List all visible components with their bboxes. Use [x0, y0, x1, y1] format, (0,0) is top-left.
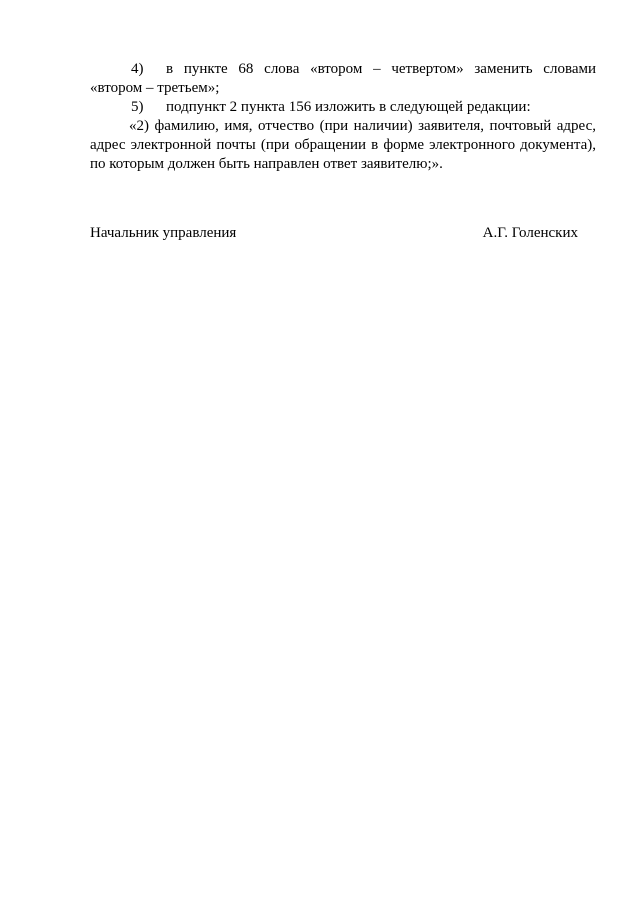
- quoted-paragraph: «2) фамилию, имя, отчество (при наличии) заявителя, почтовый адрес, адрес электронной почты (при обращении в форме электронного документа), по которым должен быть направлен ответ заявителю;».: [90, 118, 596, 172]
- signatory-name: А.Г. Голенских: [482, 225, 578, 241]
- list-item-continuation: «втором – третьем»;: [90, 80, 220, 96]
- list-item-4: [90, 60, 596, 79]
- list-item-5: [90, 98, 596, 117]
- signature-block: [90, 224, 578, 243]
- list-item-text: в пункте 68 слова «втором – четвертом» заменить словами: [166, 61, 596, 77]
- signatory-position: Начальник управления: [90, 225, 237, 241]
- list-item-text: подпункт 2 пункта 156 изложить в следующей редакции:: [166, 99, 531, 115]
- list-item-number: 5): [131, 99, 144, 115]
- document-body: [90, 60, 596, 174]
- list-item-number: 4): [131, 61, 144, 77]
